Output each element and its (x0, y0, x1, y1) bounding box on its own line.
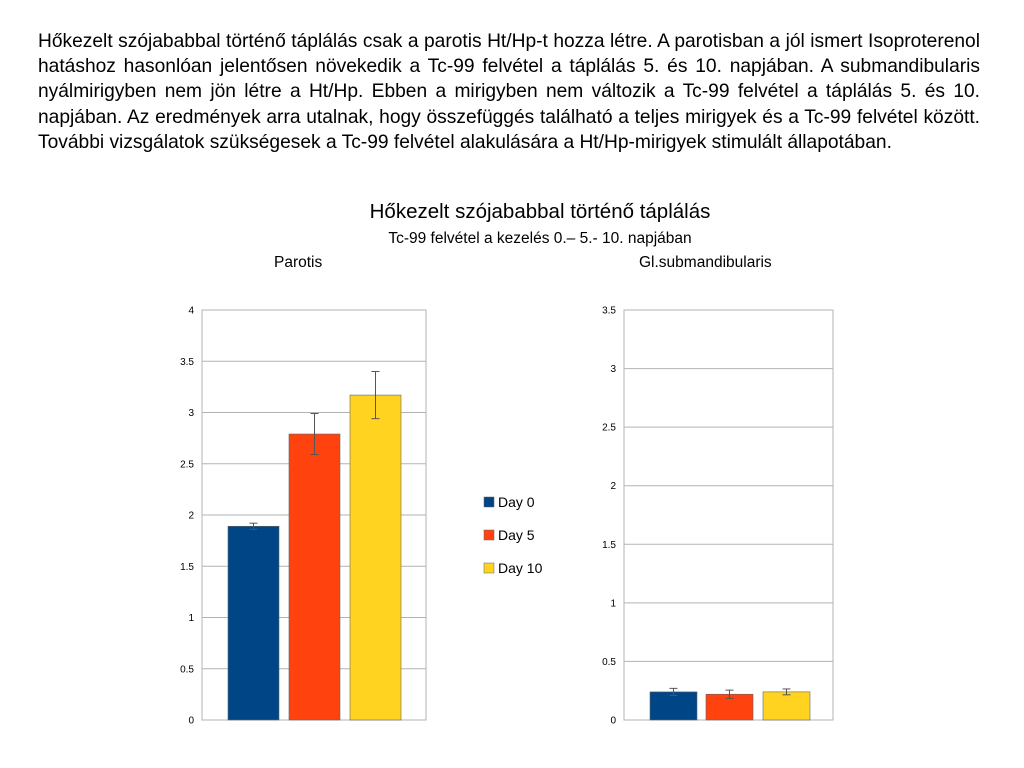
parotis-y-tick-label: 3 (188, 408, 194, 419)
parotis-y-tick-label: 2 (188, 510, 194, 522)
submandibularis-y-tick-label: 0 (610, 715, 616, 727)
parotis-bar-day-0 (228, 526, 279, 720)
submandibularis-plot-area (624, 310, 833, 720)
submandibularis-y-tick-label: 3.5 (602, 305, 616, 317)
submandibularis-y-tick-label: 2 (610, 481, 616, 493)
parotis-y-tick-label: 1.5 (180, 561, 194, 573)
legend-label-day-5: Day 5 (498, 527, 535, 543)
parotis-y-tick-label: 4 (188, 305, 194, 317)
submandibularis-y-tick-label: 2.5 (602, 422, 616, 434)
legend-label-day-10: Day 10 (498, 560, 543, 576)
submandibularis-y-tick-label: 1 (610, 598, 616, 610)
parotis-bar-day-10 (350, 395, 401, 720)
submandibularis-y-tick-label: 3 (610, 364, 616, 376)
submandibularis-bar-day-10 (763, 692, 810, 720)
submandibularis-y-tick-label: 0.5 (602, 656, 616, 668)
legend-swatch-day-5 (484, 530, 494, 540)
legend-label-day-0: Day 0 (498, 494, 535, 510)
chart-subtitle: Tc-99 felvétel a kezelés 0.– 5.- 10. napjában (388, 230, 692, 247)
legend-swatch-day-10 (484, 563, 494, 573)
panel-label-submandibularis: Gl.submandibularis (639, 254, 772, 271)
parotis-bar-day-5 (289, 434, 340, 720)
submandibularis-y-tick-label: 1.5 (602, 539, 616, 551)
parotis-y-tick-label: 2.5 (180, 459, 194, 471)
chart-main-title: Hőkezelt szójababbal történő táplálás (369, 200, 711, 223)
submandibularis-bar-day-0 (650, 692, 697, 720)
body-paragraph: Hőkezelt szójababbal történő táplálás csak a parotis Ht/Hp-t hozza létre. A parotisban a jól ismert Isoproterenol hatáshoz hasonlóan jelentősen növekedik a Tc-99 felvétel a táplálás 5. és 10. napjában. A submandibularis nyálmirigyben nem jön létre a Ht/Hp. Ebben a mirigyben nem változik a Tc-99 felvétel a táplálás 5. és 10. napjában. Az eredmények arra utalnak, hogy összefüggés található a teljes mirigyek és a Tc-99 felvétel között. További vizsgálatok szükségesek a Tc-99 felvétel alakulására a Ht/Hp-mirigyek stimulált állapotában. (38, 31, 980, 153)
panel-label-parotis: Parotis (274, 254, 323, 271)
parotis-y-tick-label: 0 (188, 715, 194, 727)
parotis-y-tick-label: 1 (188, 613, 194, 624)
parotis-y-tick-label: 3.5 (180, 356, 194, 368)
legend-swatch-day-0 (484, 497, 494, 507)
parotis-y-tick-label: 0.5 (180, 664, 194, 676)
